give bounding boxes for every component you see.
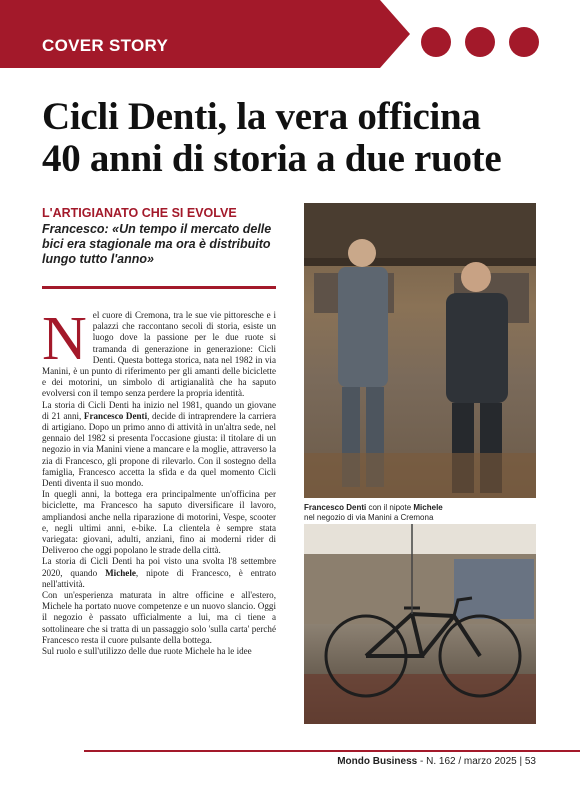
cover-story-banner [0, 0, 410, 68]
workshop-portrait-photo [304, 203, 536, 498]
paragraph-4 [42, 556, 276, 590]
paragraph-1-text: el cuore di Cremona, tra le sue vie pittoresche e i palazzi che raccontano secoli di storia, esiste un luogo dove la passione per le due ruote si tramanda di generazione in generazione: Cicli Denti. Questa bottega storica, nata nel 1982 in via Manini, è un punto di riferimento per gli amanti delle biciclette e dei motorini, un simbolo di artigianalità che ha saputo evolversi con il tempo senza perdere la propria identità. [42, 310, 276, 399]
section-label: COVER STORY [42, 36, 169, 55]
shop-bicycle-photo [304, 524, 536, 724]
section-divider [42, 286, 276, 289]
paragraph-4-text-b: , nipote di Francesco, è entrato nell'attività. [42, 567, 276, 589]
subheadline: Francesco: «Un tempo il mercato delle bici era stagionale ma ora è distribuito lungo tutto l'anno» [42, 222, 272, 266]
paragraph-3 [42, 489, 276, 556]
paragraph-4-text-a: La storia di Cicli Denti ha poi visto una svolta l'8 settembre 2020, quando [42, 556, 276, 578]
dot-icon [421, 27, 451, 57]
paragraph-5-text: Con un'esperienza maturata in altre officine e all'estero, Michele ha portato nuove competenze e un nuovo slancio. Oggi il negozio è passato ufficialmente a lui, ma ci tiene a sottolineare che si tratta di un passaggio solo 'sulla carta' perché Francesco resta il cuore pulsante della bottega. [42, 590, 276, 645]
photo-caption [304, 503, 536, 523]
paragraph-6-text: Sul ruolo e sull'utilizzo delle due ruote Michele ha le idee [42, 646, 252, 657]
drop-cap: N [42, 305, 87, 373]
paragraph-2-text-a: La storia di Cicli Denti ha inizio nel 1981, quando un giovane di 21 anni, [42, 399, 276, 421]
magazine-name: Mondo Business [337, 756, 418, 767]
dot-icon [509, 27, 539, 57]
article-headline [42, 96, 562, 180]
caption-text: con il nipote [366, 503, 414, 512]
kicker: L'ARTIGIANATO CHE SI EVOLVE [42, 206, 237, 220]
paragraph-2 [42, 400, 276, 490]
headline-line-2: 40 anni di storia a due ruote [42, 137, 502, 180]
footer-divider [84, 750, 580, 752]
caption-name-francesco: Francesco Denti [304, 503, 367, 512]
bicycle-illustration [304, 524, 536, 724]
article-body [42, 305, 276, 657]
paragraph-3-text: In quegli anni, la bottega era principalmente un'officina per biciclette, ma Francesco ha saputo diversificare il lavoro, ampliandosi anche nella riparazione di motorini, Vespe, scooter e, negli ultimi anni, e-bike. La clientela è sempre stata variegata: giovani, adulti, anziani, fino ai moderni rider di Deliveroo che oggi popolano le strade della città. [42, 489, 276, 556]
photo-illustration [304, 203, 536, 498]
caption-name-michele: Michele [413, 503, 443, 512]
person-name-francesco: Francesco Denti [83, 410, 148, 421]
headline-line-1: Cicli Denti, la vera officina [42, 95, 481, 138]
paragraph-6 [42, 646, 276, 657]
issue-info: - N. 162 / marzo 2025 | 53 [417, 756, 536, 767]
dot-icon [465, 27, 495, 57]
page-footer [337, 756, 536, 767]
decorative-dots [421, 27, 539, 57]
paragraph-5 [42, 590, 276, 646]
paragraph-2-text-b: , decide di intraprendere la carriera di artigiano. Dopo un primo anno di attività in un'altra sede, nel gennaio del 1982 si presenta l'occasione giusta: il titolare di un negozio in via Manini viene a mancare e la moglie, attraverso la zia di Francesco, gli propone di rilevarlo. Con il sostegno della famiglia, Francesco accetta la sfida e da quel momento Cicli Denti diventa il suo mondo. [42, 410, 276, 489]
person-name-michele: Michele [105, 567, 136, 578]
caption-location: nel negozio di via Manini a Cremona [304, 513, 434, 522]
